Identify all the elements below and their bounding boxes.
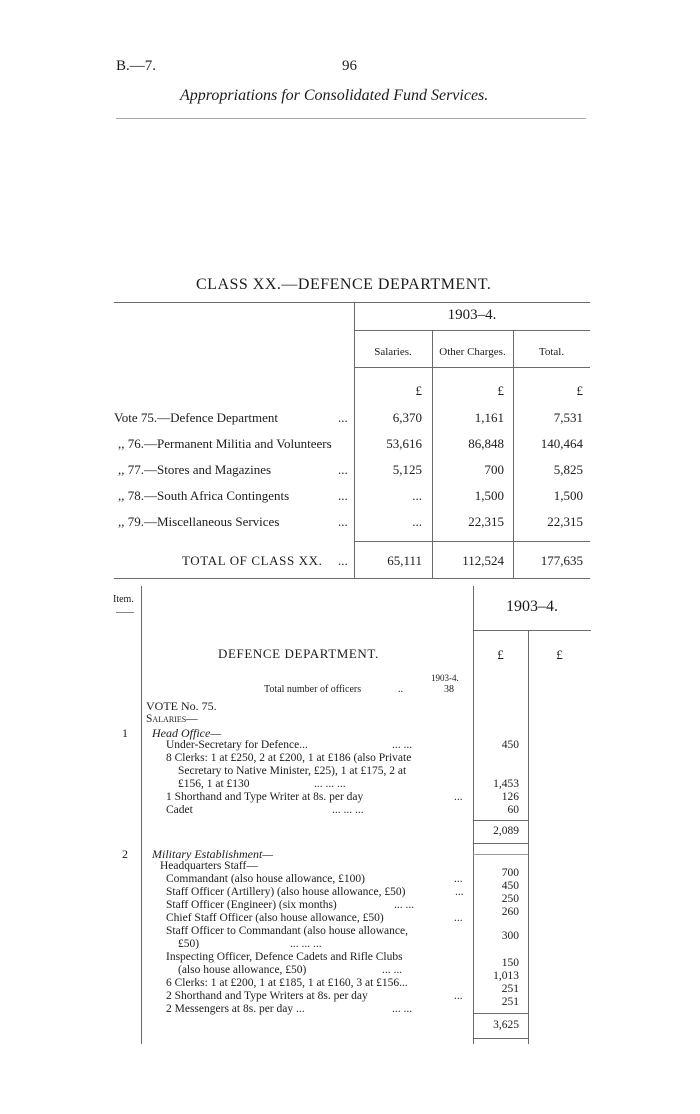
class-total-salaries: 65,111 xyxy=(387,553,422,568)
vote-row-leaders: ... xyxy=(338,462,348,477)
line-item-leaders: ... xyxy=(454,873,463,885)
line-item-amount: 60 xyxy=(507,804,519,816)
vote-row-label: ,, 79.—Miscellaneous Services xyxy=(118,514,280,529)
line-item-amount: 1,453 xyxy=(493,778,519,790)
line-item-text: Commandant (also house allowance, £100) xyxy=(166,873,365,885)
summary-bottom-rule xyxy=(114,578,590,579)
col-total-header: Total. xyxy=(538,346,565,358)
vote-row-total: 1,500 xyxy=(553,488,583,503)
col-salaries-header: Salaries. xyxy=(374,346,412,358)
line-item-leaders: ... ... xyxy=(382,964,403,976)
line-item-text: 1 Shorthand and Type Writer at 8s. per day xyxy=(166,791,364,803)
class-total-other: 112,524 xyxy=(462,553,504,568)
line-item-amount: 251 xyxy=(501,983,519,995)
line-item-leaders: ... xyxy=(454,912,463,924)
line-item-text: £156, 1 at £130 xyxy=(178,778,250,790)
item-heading-rule xyxy=(473,854,528,855)
vote-row-other: 1,500 xyxy=(474,488,504,503)
line-item-text: Inspecting Officer, Defence Cadets and Rifle Clubs xyxy=(166,951,403,963)
subtotal-rule xyxy=(473,1013,528,1014)
detail-year-rule xyxy=(473,630,591,631)
line-item-text: 8 Clerks: 1 at £250, 2 at £200, 1 at £186 (also Private xyxy=(166,752,412,764)
line-item-leaders: ... ... ... xyxy=(314,778,346,790)
salaries-heading: Salaries— xyxy=(146,713,198,725)
class-total-leaders: ... xyxy=(338,553,348,568)
line-item-text: Staff Officer (Engineer) (six months) xyxy=(166,899,337,911)
subtotal-rule xyxy=(473,843,528,844)
vote-row-total: 140,464 xyxy=(540,436,583,451)
line-item-amount: 700 xyxy=(501,867,519,879)
subtotal-rule xyxy=(473,1038,528,1039)
item-number: 1 xyxy=(122,726,128,740)
document-reference: B.—7. xyxy=(116,58,157,74)
summary-year: 1903–4. xyxy=(447,307,497,323)
class-total-label: TOTAL OF CLASS XX. xyxy=(182,553,323,568)
item-column-header: Item. xyxy=(113,594,134,605)
line-item-text: Under-Secretary for Defence... xyxy=(166,739,308,751)
currency-salaries: £ xyxy=(415,383,422,398)
line-item-leaders: ... ... xyxy=(392,1003,413,1015)
class-title: CLASS XX.—DEFENCE DEPARTMENT. xyxy=(196,276,492,293)
item-number: 2 xyxy=(122,847,128,861)
line-item-amount: 1,013 xyxy=(493,970,519,982)
item-subtotal: 2,089 xyxy=(493,825,519,837)
vote-row-salaries: 6,370 xyxy=(392,410,422,425)
amount-column-divider-2 xyxy=(528,630,529,1044)
class-total-total: 177,635 xyxy=(540,553,583,568)
line-item-text: Chief Staff Officer (also house allowance, £50) xyxy=(166,912,384,924)
section-title: DEFENCE DEPARTMENT. xyxy=(218,646,379,661)
item-column-divider xyxy=(141,586,142,1044)
vote-row-total: 22,315 xyxy=(547,514,583,529)
item-subheading: Headquarters Staff— xyxy=(160,860,258,872)
summary-total-rule xyxy=(354,541,590,542)
line-item-text: 2 Shorthand and Type Writers at 8s. per day xyxy=(166,990,368,1002)
currency-total: £ xyxy=(576,383,583,398)
vote-row-leaders: ... xyxy=(338,488,348,503)
officers-leaders: .. xyxy=(398,684,403,695)
vote-row-leaders: ... xyxy=(338,410,348,425)
vote-row-label: ,, 78.—South Africa Contingents xyxy=(118,488,290,503)
officers-label: Total number of officers xyxy=(264,684,362,695)
line-item-text: (also house allowance, £50) xyxy=(178,964,307,976)
vote-row-other: 1,161 xyxy=(474,410,504,425)
vote-row-salaries: ... xyxy=(412,488,422,503)
line-item-amount: 300 xyxy=(501,930,519,942)
vote-row-total: 7,531 xyxy=(553,410,583,425)
item-subtotal: 3,625 xyxy=(493,1019,519,1031)
vote-row-salaries: 53,616 xyxy=(386,436,422,451)
vote-row-salaries: ... xyxy=(412,514,422,529)
line-item-leaders: ... ... xyxy=(392,739,413,751)
currency-other: £ xyxy=(497,383,504,398)
line-item-text: Secretary to Native Minister, £25), 1 at £175, 2 at xyxy=(178,765,407,777)
line-item-leaders: ... ... ... xyxy=(332,804,364,816)
page-subtitle: Appropriations for Consolidated Fund Services. xyxy=(180,87,489,104)
line-item-text: Staff Officer (Artillery) (also house allowance, £50) xyxy=(166,886,406,898)
vote-row-label: ,, 77.—Stores and Magazines xyxy=(118,462,272,477)
vote-row-salaries: 5,125 xyxy=(392,462,422,477)
line-item-amount: 251 xyxy=(501,996,519,1008)
line-item-leaders: ... ... xyxy=(394,899,415,911)
summary-header-rule xyxy=(354,367,590,368)
line-item-amount: 126 xyxy=(501,791,519,803)
vote-row-label: ,, 76.—Permanent Militia and Volunteers xyxy=(118,436,332,451)
line-item-text: Staff Officer to Commandant (also house allowance, xyxy=(166,925,408,937)
vote-row-leaders: ... xyxy=(338,514,348,529)
detail-year: 1903–4. xyxy=(506,598,558,615)
vote-row-other: 86,848 xyxy=(468,436,504,451)
officers-count: 38 xyxy=(444,684,454,695)
header-rule xyxy=(116,118,586,119)
col-other-header: Other Charges. xyxy=(439,346,506,358)
line-item-leaders: ... xyxy=(454,990,463,1002)
detail-currency-2: £ xyxy=(556,647,563,662)
line-item-leaders: ... ... ... xyxy=(290,938,322,950)
vote-row-other: 22,315 xyxy=(468,514,504,529)
line-item-text: 6 Clerks: 1 at £200, 1 at £185, 1 at £160, 3 at £156... xyxy=(166,977,408,989)
line-item-leaders: ... xyxy=(454,791,463,803)
line-item-amount: 150 xyxy=(501,957,519,969)
line-item-text: 2 Messengers at 8s. per day ... xyxy=(166,1003,305,1015)
line-item-amount: 450 xyxy=(501,880,519,892)
page-number: 96 xyxy=(342,58,357,74)
item-heading: Military Establishment— xyxy=(152,847,273,861)
detail-currency-1: £ xyxy=(497,647,504,662)
summary-year-rule xyxy=(354,330,590,331)
officers-year: 1903-4. xyxy=(431,673,459,683)
item-header-rule xyxy=(116,612,134,613)
item-heading: Head Office— xyxy=(152,726,221,740)
line-item-text: £50) xyxy=(178,938,200,950)
vote-number: VOTE No. 75. xyxy=(146,699,217,713)
vote-row-total: 5,825 xyxy=(553,462,583,477)
vote-row-other: 700 xyxy=(484,462,504,477)
summary-top-rule xyxy=(114,302,590,303)
subtotal-rule xyxy=(473,820,528,821)
line-item-amount: 260 xyxy=(501,906,519,918)
vote-row-label: Vote 75.—Defence Department xyxy=(114,410,279,425)
line-item-leaders: ... xyxy=(455,886,464,898)
line-item-amount: 450 xyxy=(501,739,519,751)
line-item-amount: 250 xyxy=(501,893,519,905)
line-item-text: Cadet xyxy=(166,804,193,816)
